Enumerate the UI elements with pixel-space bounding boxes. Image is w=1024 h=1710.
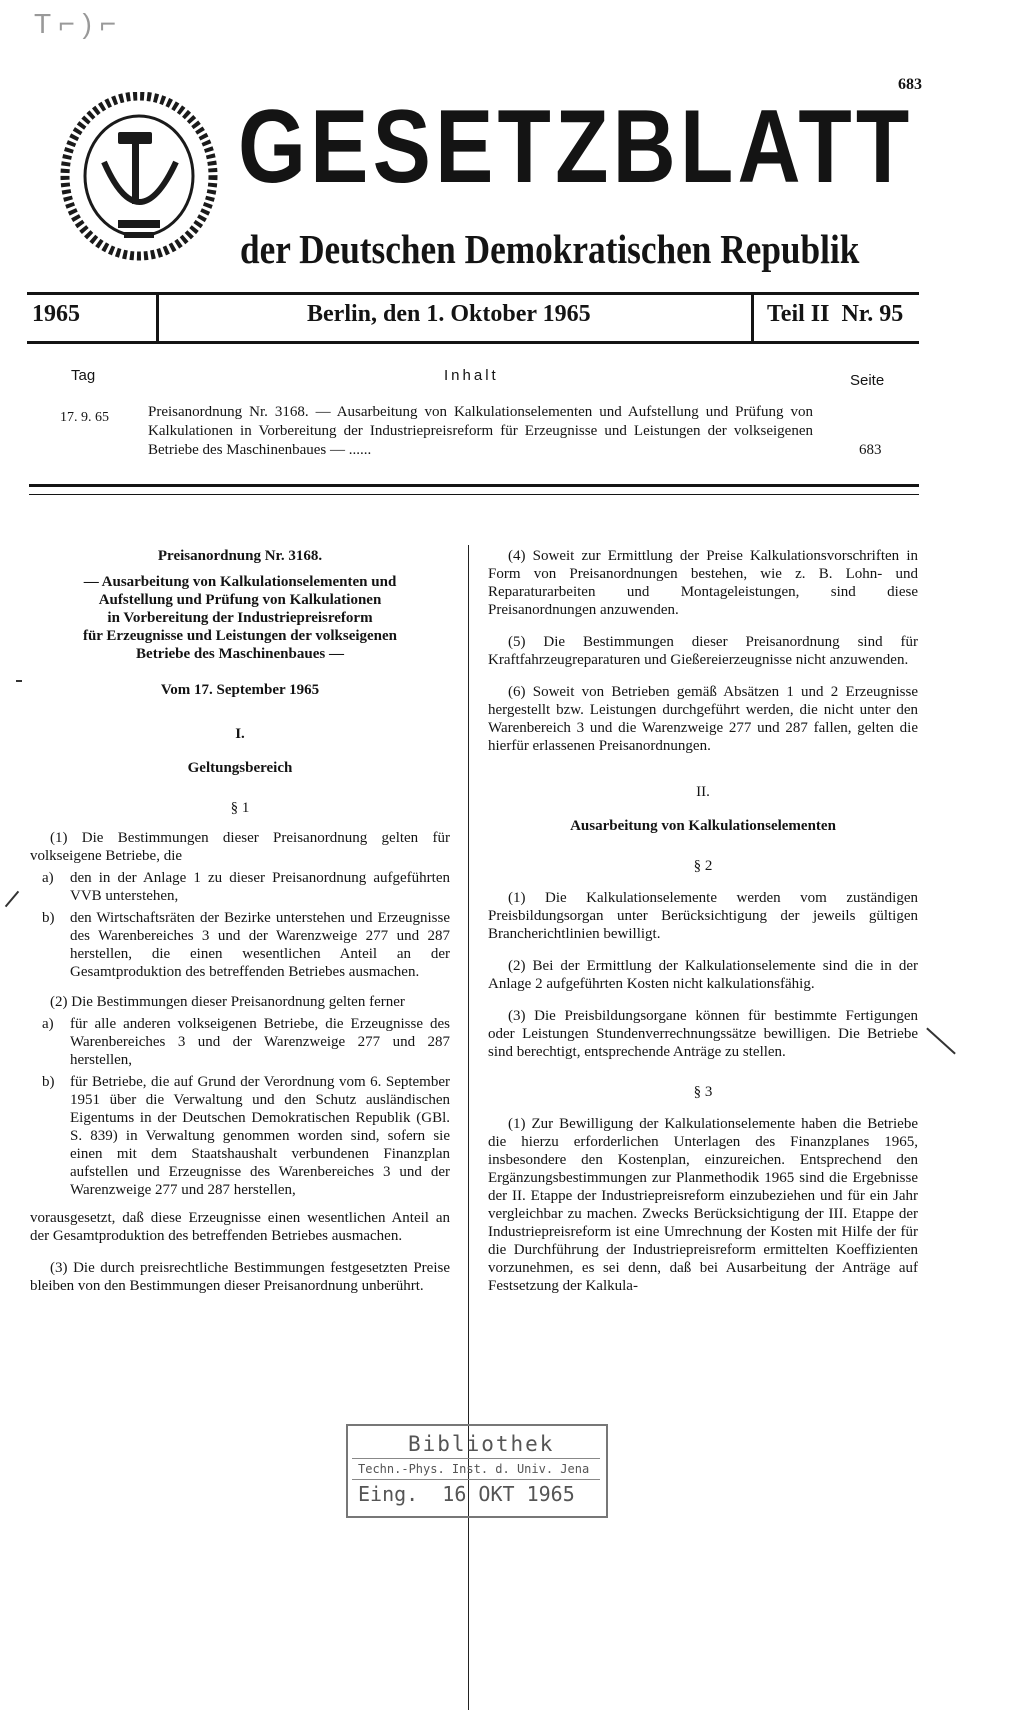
masthead-subtitle: der Deutschen Demokratischen Republik [240, 226, 860, 272]
toc-entry-text: Preisanordnung Nr. 3168. — Ausarbeitung von Kalkulationselementen und Aufstellung und Prüfung von Kalkulationen in Vorbereitung der Industriepreisreform für Erzeugnisse und Leistungen der volkseigenen Betriebe des Maschinenbaues — ...... [148, 404, 813, 458]
state-emblem-icon [58, 92, 220, 262]
list-item-text: für alle anderen volkseigenen Betriebe, die Erzeugnisse des Warenbereiches 3 und der Warenzweige 277 und 287 herstellen, [70, 1016, 450, 1068]
toc-col-page: Seite [850, 372, 885, 389]
list-item [30, 909, 450, 981]
library-stamp [346, 1424, 608, 1518]
paragraph: (5) Die Bestimmungen dieser Preisanordnung sind für Kraftfahrzeugreparaturen und Gießereierzeugnisse nicht anzuwenden. [488, 634, 918, 668]
ordinance-title-line: Aufstellung und Prüfung von Kalkulationen [98, 592, 382, 608]
part-title: Geltungsbereich [187, 760, 293, 776]
pencil-annotation: T ⌐ ) ⌐ [34, 8, 116, 39]
bar-divider [156, 295, 159, 341]
list-item-label: b) [42, 910, 55, 926]
list-item-text: für Betriebe, die auf Grund der Verordnung vom 6. September 1951 über die Verwaltung und den Schutz ausländischen Eigentums in der Deutschen Demokratischen Republik (GBl. S. 839) in Verwaltung genommen worden sind, sofern sie einen mit dem Staatshaushalt verbundenen Finanzplan aufstellen und Erzeugnisse des Warenbereiches 3 und der Warenzweige 277 und 287 herstellen, [70, 1074, 450, 1198]
ordinance-title-line: für Erzeugnisse und Leistungen der volkseigenen [82, 628, 398, 644]
margin-mark [16, 680, 22, 682]
list-item-label: a) [42, 870, 54, 886]
issue-year: 1965 [32, 301, 80, 327]
paragraph: (1) Zur Bewilligung der Kalkulationselemente haben die Betriebe die hierzu erforderlichen Unterlagen des Finanzplanes 1965, insbesondere den Kostenplan, einzureichen. Entsprechend den Ergänzungsbestimmungen zur Planmethodik 1965 sind die Ergebnisse der II. Etappe der Industriepreisreform einzubeziehen und für ein Jahr vergleichbar zu machen. Zwecks Berücksichtigung der III. Etappe der Industriepreisreform ist eine Umrechnung der Kosten mit Hilfe der für die Durchführung der Industriepreisreform ermittelten Koeffizienten vorzunehmen, es sei denn, daß bei Ausarbeitung der Anträge auf Festsetzung der Kalkula- [488, 1116, 918, 1294]
list-item [30, 1073, 450, 1199]
section-heading: § 1 [230, 800, 250, 816]
stamp-line: Bibliothek [408, 1432, 555, 1456]
column-separator [468, 545, 469, 1710]
right-column [488, 547, 918, 1295]
part-title: Ausarbeitung von Kalkulationselementen [570, 818, 836, 834]
section-heading: § 2 [693, 858, 713, 874]
list-item-text: den Wirtschaftsräten der Bezirke unterstehen und Erzeugnisse des Warenbereiches 3 und der Warenzweige 277 und 287 herstellen, die einen wesentlichen Anteil an der Gesamtproduktion des betreffenden Betriebes ausmachen. [70, 910, 450, 980]
ordinance-title-line: in Vorbereitung der Industriepreisreform [107, 610, 373, 626]
margin-mark [926, 1028, 956, 1055]
bar-bottom-rule [27, 341, 919, 344]
toc-entry-date: 17. 9. 65 [60, 410, 109, 425]
list-item-label: a) [42, 1016, 54, 1032]
issue-number: Teil II Nr. 95 [767, 301, 904, 327]
paragraph: vorausgesetzt, daß diese Erzeugnisse einen wesentlichen Anteil an der Gesamtproduktion des betreffenden Betriebes ausmachen. [30, 1210, 450, 1244]
paragraph: (4) Soweit zur Ermittlung der Preise Kalkulationsvorschriften in Form von Preisanordnungen bestehen, wie z. B. Lohn- und Reparaturarbeiten und Montageleistungen, sind diese Preisanordnungen anzuwenden. [488, 548, 918, 618]
part-number: I. [235, 726, 245, 742]
paragraph: (2) Bei der Ermittlung der Kalkulationselemente sind die in der Anlage 2 aufgeführten Kosten nicht kalkulationsfähig. [488, 958, 918, 992]
list-item [30, 1015, 450, 1069]
ordinance-title [30, 547, 450, 663]
stamp-rule [352, 1479, 600, 1480]
ordinance-title-line: Preisanordnung Nr. 3168. [157, 548, 323, 564]
stamp-line: Techn.-Phys. Inst. d. Univ. Jena [358, 1462, 590, 1476]
page-number: 683 [898, 76, 922, 93]
section-heading: § 3 [693, 1084, 713, 1100]
left-column [30, 547, 450, 1295]
paragraph: (6) Soweit von Betrieben gemäß Absätzen 1 und 2 Erzeugnisse hergestellt bzw. Leistungen durchgeführt werden, die nicht unter den Warenbereich 3 und die Warenzweige 277 und 287 fallen, gelten die hierfür erlassenen Preisanordnungen. [488, 684, 918, 754]
paragraph: (3) Die Preisbildungsorgane können für bestimmte Fertigungen oder Leistungen Stundenverrechnungssätze bewilligen. Die Betriebe sind berechtigt, entsprechende Anträge zu stellen. [488, 1008, 918, 1060]
margin-mark [5, 891, 19, 908]
list-item-label: b) [42, 1074, 55, 1090]
masthead-title: GESETZBLATT [238, 89, 914, 205]
paragraph: (2) Die Bestimmungen dieser Preisanordnung gelten ferner [50, 994, 405, 1010]
toc-double-rule [29, 484, 919, 495]
ordinance-title-line: — Ausarbeitung von Kalkulationselementen und [83, 574, 397, 590]
stamp-line: Eing. 16 OKT 1965 [358, 1482, 575, 1506]
list-item-text: den in der Anlage 1 zu dieser Preisanordnung aufgeführten VVB unterstehen, [70, 870, 450, 904]
paragraph: (1) Die Kalkulationselemente werden vom zuständigen Preisbildungsorgan unter Berücksichtigung der jeweils gültigen Brancherichtlinien bewilligt. [488, 890, 918, 942]
bar-top-rule [27, 292, 919, 295]
issue-place-date: Berlin, den 1. Oktober 1965 [307, 301, 591, 327]
part-number: II. [696, 784, 710, 800]
toc-col-content: Inhalt [444, 367, 499, 384]
stamp-rule [352, 1458, 600, 1459]
ordinance-date: Vom 17. September 1965 [160, 682, 320, 698]
toc-entry-page: 683 [859, 442, 882, 458]
paragraph: (1) Die Bestimmungen dieser Preisanordnung gelten für volkseigene Betriebe, die [30, 830, 450, 864]
paragraph: (3) Die durch preisrechtliche Bestimmungen festgesetzten Preise bleiben von den Bestimmungen dieser Preisanordnung unberührt. [30, 1260, 450, 1294]
ordinance-title-line: Betriebe des Maschinenbaues — [136, 646, 344, 662]
list-item [30, 869, 450, 905]
issue-bar [27, 292, 919, 344]
toc-col-day: Tag [71, 367, 96, 384]
bar-divider [751, 295, 754, 341]
